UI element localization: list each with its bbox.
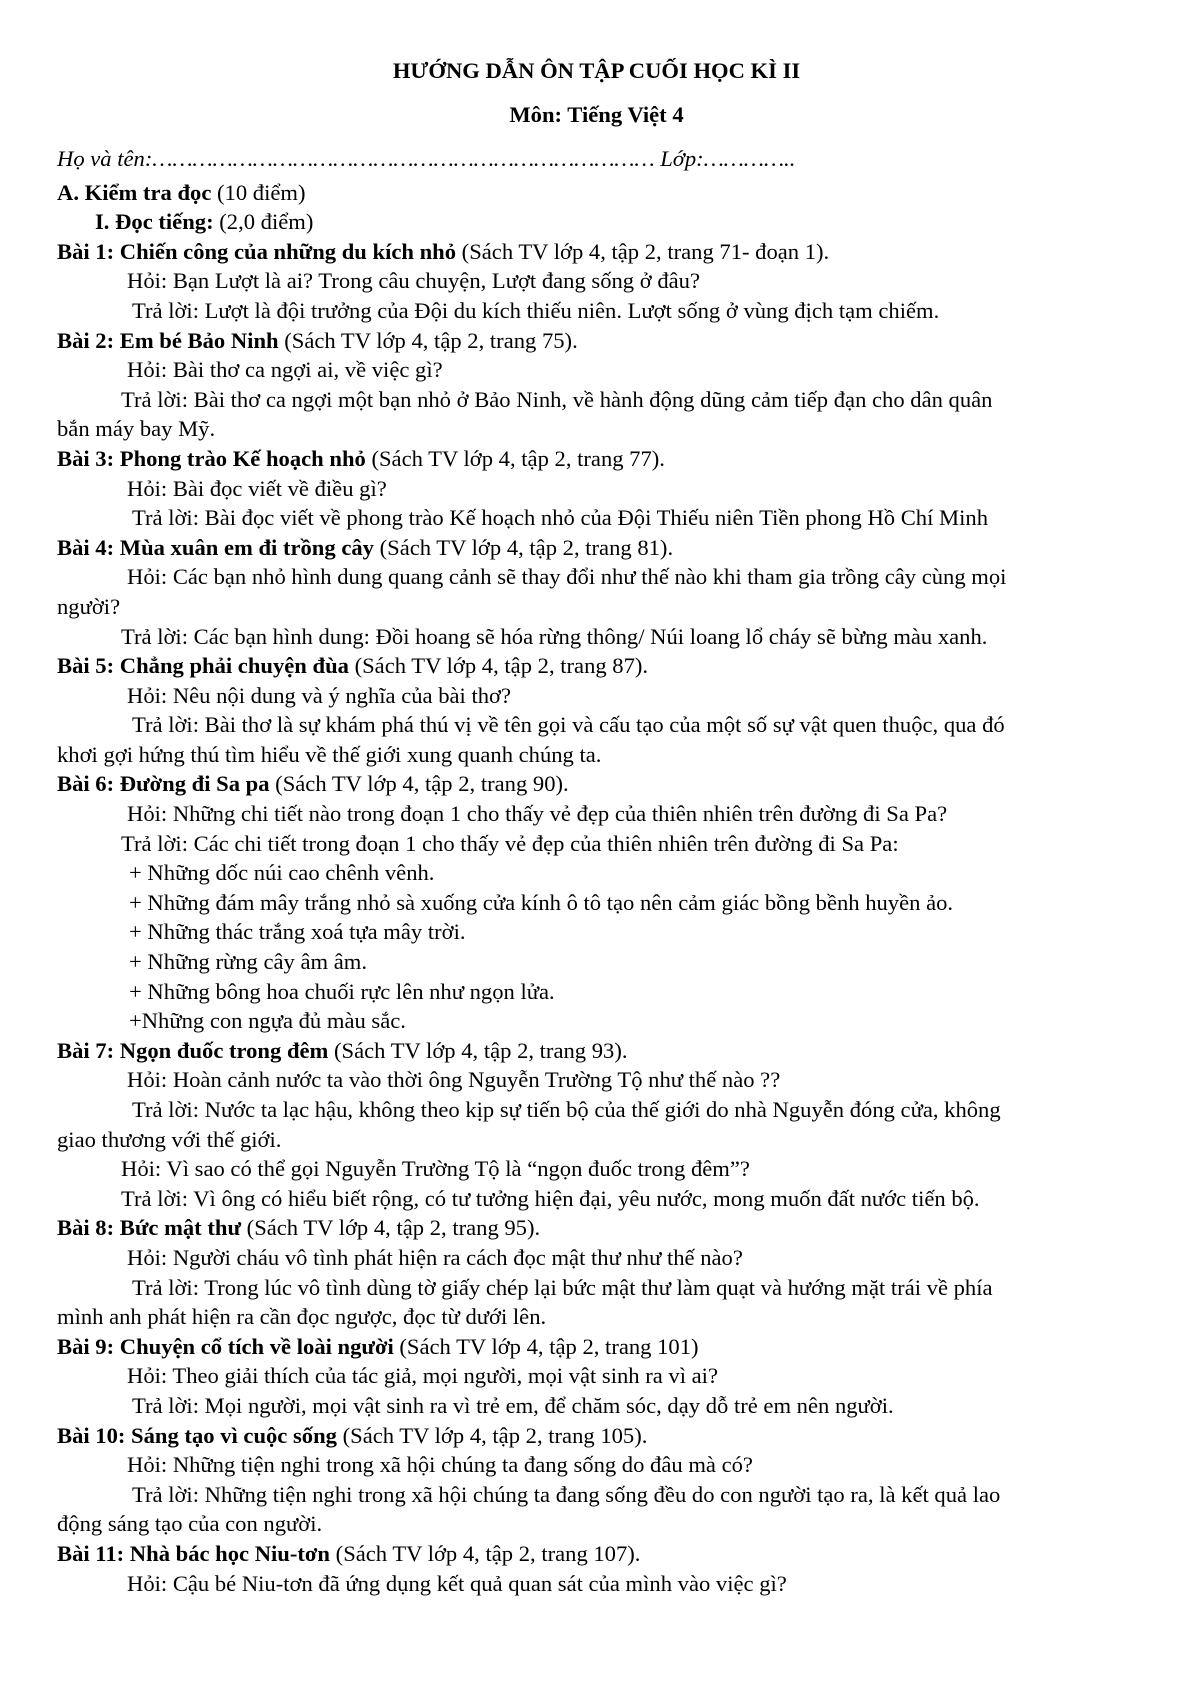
lesson-title: Bài 7: Ngọn đuốc trong đêm [57, 1037, 329, 1063]
lesson-source: (Sách TV lớp 4, tập 2, trang 87). [348, 653, 649, 679]
lesson-answer: Trả lời: Các bạn hình dung: Đồi hoang sẽ hóa rừng thông/ Núi loang lổ cháy sẽ bừng màu xanh. [121, 623, 988, 649]
lesson-title: Bài 5: Chẳng phải chuyện đùa [57, 653, 349, 679]
lesson-heading [57, 444, 1136, 474]
list-item: + Những dốc núi cao chênh vênh. [129, 860, 435, 886]
list-item: + Những thác trắng xoá tựa mây trời. [129, 919, 466, 945]
lesson-source: (Sách TV lớp 4, tập 2, trang 75). [278, 327, 578, 353]
lesson-title: Bài 10: Sáng tạo vì cuộc sống [57, 1422, 337, 1448]
section-a-heading [57, 178, 1136, 208]
section-i-heading [57, 207, 1136, 237]
lesson-question-2: Hỏi: Vì sao có thể gọi Nguyễn Trường Tộ là “ngọn đuốc trong đêm”? [121, 1156, 750, 1182]
lesson-source: (Sách TV lớp 4, tập 2, trang 95). [241, 1215, 541, 1241]
lesson-answer: Trả lời: Bài đọc viết về phong trào Kế hoạch nhỏ của Đội Thiếu niên Tiền phong Hồ Chí Minh [132, 505, 988, 531]
lesson-heading [57, 1332, 1136, 1362]
lesson-question-continued: người? [57, 593, 121, 619]
lesson-question: Hỏi: Bạn Lượt là ai? Trong câu chuyện, Lượt đang sống ở đâu? [127, 268, 700, 294]
document-title: HƯỚNG DẪN ÔN TẬP CUỐI HỌC KÌ II [392, 58, 801, 83]
student-info-line: Họ và tên:………………………………………………………………… Lớp:………….. [57, 146, 796, 171]
lesson-question: Hỏi: Theo giải thích của tác giả, mọi người, mọi vật sinh ra vì ai? [127, 1363, 718, 1389]
lesson-answer: Trả lời: Những tiện nghi trong xã hội chúng ta đang sống đều do con người tạo ra, là kết quả lao [132, 1481, 1001, 1507]
lesson-answer: Trả lời: Các chi tiết trong đoạn 1 cho thấy vẻ đẹp của thiên nhiên trên đường đi Sa Pa: [121, 830, 899, 856]
lesson-heading [57, 769, 1136, 799]
lesson-source: (Sách TV lớp 4, tập 2, trang 101) [393, 1333, 699, 1359]
lesson-heading [57, 533, 1136, 563]
lesson-question: Hỏi: Bài thơ ca ngợi ai, về việc gì? [127, 357, 443, 383]
lesson-title: Bài 4: Mùa xuân em đi trồng cây [57, 534, 374, 560]
lesson-answer-2: Trả lời: Vì ông có hiểu biết rộng, có tư tưởng hiện đại, yêu nước, mong muốn đất nước tiến bộ. [121, 1185, 980, 1211]
lesson-question: Hỏi: Các bạn nhỏ hình dung quang cảnh sẽ thay đổi như thế nào khi tham gia trồng cây cùng mọi [127, 564, 1007, 590]
section-a-label: A. Kiểm tra đọc [57, 179, 212, 205]
lesson-answer-continued: bắn máy bay Mỹ. [57, 416, 216, 442]
lesson-title: Bài 11: Nhà bác học Niu-tơn [57, 1540, 331, 1566]
lesson-question: Hỏi: Người cháu vô tình phát hiện ra cách đọc mật thư như thế nào? [127, 1244, 743, 1270]
lesson-title: Bài 9: Chuyện cổ tích về loài người [57, 1333, 394, 1359]
lesson-answer: Trả lời: Nước ta lạc hậu, không theo kịp sự tiến bộ của thế giới do nhà Nguyễn đóng cửa, không [132, 1097, 1001, 1122]
lesson-question: Hỏi: Những tiện nghi trong xã hội chúng ta đang sống do đâu mà có? [127, 1452, 753, 1478]
list-item: +Những con ngựa đủ màu sắc. [129, 1008, 406, 1034]
list-item: + Những rừng cây âm âm. [129, 949, 368, 975]
lesson-source: (Sách TV lớp 4, tập 2, trang 81). [373, 534, 674, 560]
lesson-heading [57, 651, 1136, 681]
lesson-answer: Trả lời: Bài thơ là sự khám phá thú vị về tên gọi và cấu tạo của một số sự vật quen thuộc, qua đó [132, 712, 1005, 738]
lesson-title: Bài 2: Em bé Bảo Ninh [57, 327, 279, 353]
lesson-title: Bài 3: Phong trào Kế hoạch nhỏ [57, 445, 366, 471]
lesson-question: Hỏi: Những chi tiết nào trong đoạn 1 cho thấy vẻ đẹp của thiên nhiên trên đường đi Sa Pa? [127, 801, 948, 827]
lesson-source: (Sách TV lớp 4, tập 2, trang 90). [269, 771, 569, 797]
section-a-points: (10 điểm) [211, 179, 306, 205]
lesson-question: Hỏi: Bài đọc viết về điều gì? [127, 475, 387, 501]
lesson-question: Hỏi: Cậu bé Niu-tơn đã ứng dụng kết quả quan sát của mình vào việc gì? [127, 1570, 787, 1596]
section-i-points: (2,0 điểm) [213, 209, 314, 235]
lesson-answer-continued: động sáng tạo của con người. [57, 1511, 323, 1537]
lesson-source: (Sách TV lớp 4, tập 2, trang 107). [330, 1540, 641, 1566]
section-i-label: I. Đọc tiếng: [95, 209, 214, 235]
lesson-answer: Trả lời: Lượt là đội trưởng của Đội du kích thiếu niên. Lượt sống ở vùng địch tạm chiếm. [132, 297, 940, 323]
lesson-title: Bài 6: Đường đi Sa pa [57, 771, 270, 797]
lesson-source: (Sách TV lớp 4, tập 2, trang 105). [336, 1422, 648, 1448]
lesson-answer: Trả lời: Trong lúc vô tình dùng tờ giấy chép lại bức mật thư làm quạt và hướng mặt trái về phía [132, 1274, 993, 1300]
lesson-answer: Trả lời: Mọi người, mọi vật sinh ra vì trẻ em, để chăm sóc, dạy dỗ trẻ em nên người. [132, 1392, 894, 1418]
lesson-title: Bài 1: Chiến công của những du kích nhỏ [57, 238, 457, 264]
lesson-source: (Sách TV lớp 4, tập 2, trang 93). [328, 1037, 628, 1063]
document-subject: Môn: Tiếng Việt 4 [509, 102, 684, 127]
lesson-heading [57, 237, 1136, 267]
lesson-answer: Trả lời: Bài thơ ca ngợi một bạn nhỏ ở Bảo Ninh, về hành động dũng cảm tiếp đạn cho dân quân [121, 386, 993, 412]
lesson-heading [57, 1036, 1136, 1066]
lesson-answer-continued: khơi gợi hứng thú tìm hiểu về thế giới xung quanh chúng ta. [57, 741, 602, 767]
list-item: + Những bông hoa chuối rực lên như ngọn lửa. [129, 978, 555, 1004]
list-item: + Những đám mây trắng nhỏ sà xuống cửa kính ô tô tạo nên cảm giác bồng bềnh huyền ảo. [129, 889, 954, 915]
lesson-source: (Sách TV lớp 4, tập 2, trang 77). [365, 445, 665, 471]
lesson-heading [57, 1213, 1136, 1243]
lesson-answer-continued: mình anh phát hiện ra cần đọc ngược, đọc từ dưới lên. [57, 1304, 547, 1330]
lesson-title: Bài 8: Bức mật thư [57, 1215, 242, 1241]
lesson-heading [57, 1421, 1136, 1451]
lesson-source: (Sách TV lớp 4, tập 2, trang 71- đoạn 1). [456, 238, 830, 264]
lesson-question: Hỏi: Nêu nội dung và ý nghĩa của bài thơ? [127, 682, 512, 708]
lesson-question: Hỏi: Hoàn cảnh nước ta vào thời ông Nguyễn Trường Tộ như thế nào ?? [127, 1067, 781, 1093]
lesson-heading [57, 1539, 1136, 1569]
lesson-heading [57, 326, 1136, 356]
lesson-answer-continued: giao thương với thế giới. [57, 1126, 282, 1152]
